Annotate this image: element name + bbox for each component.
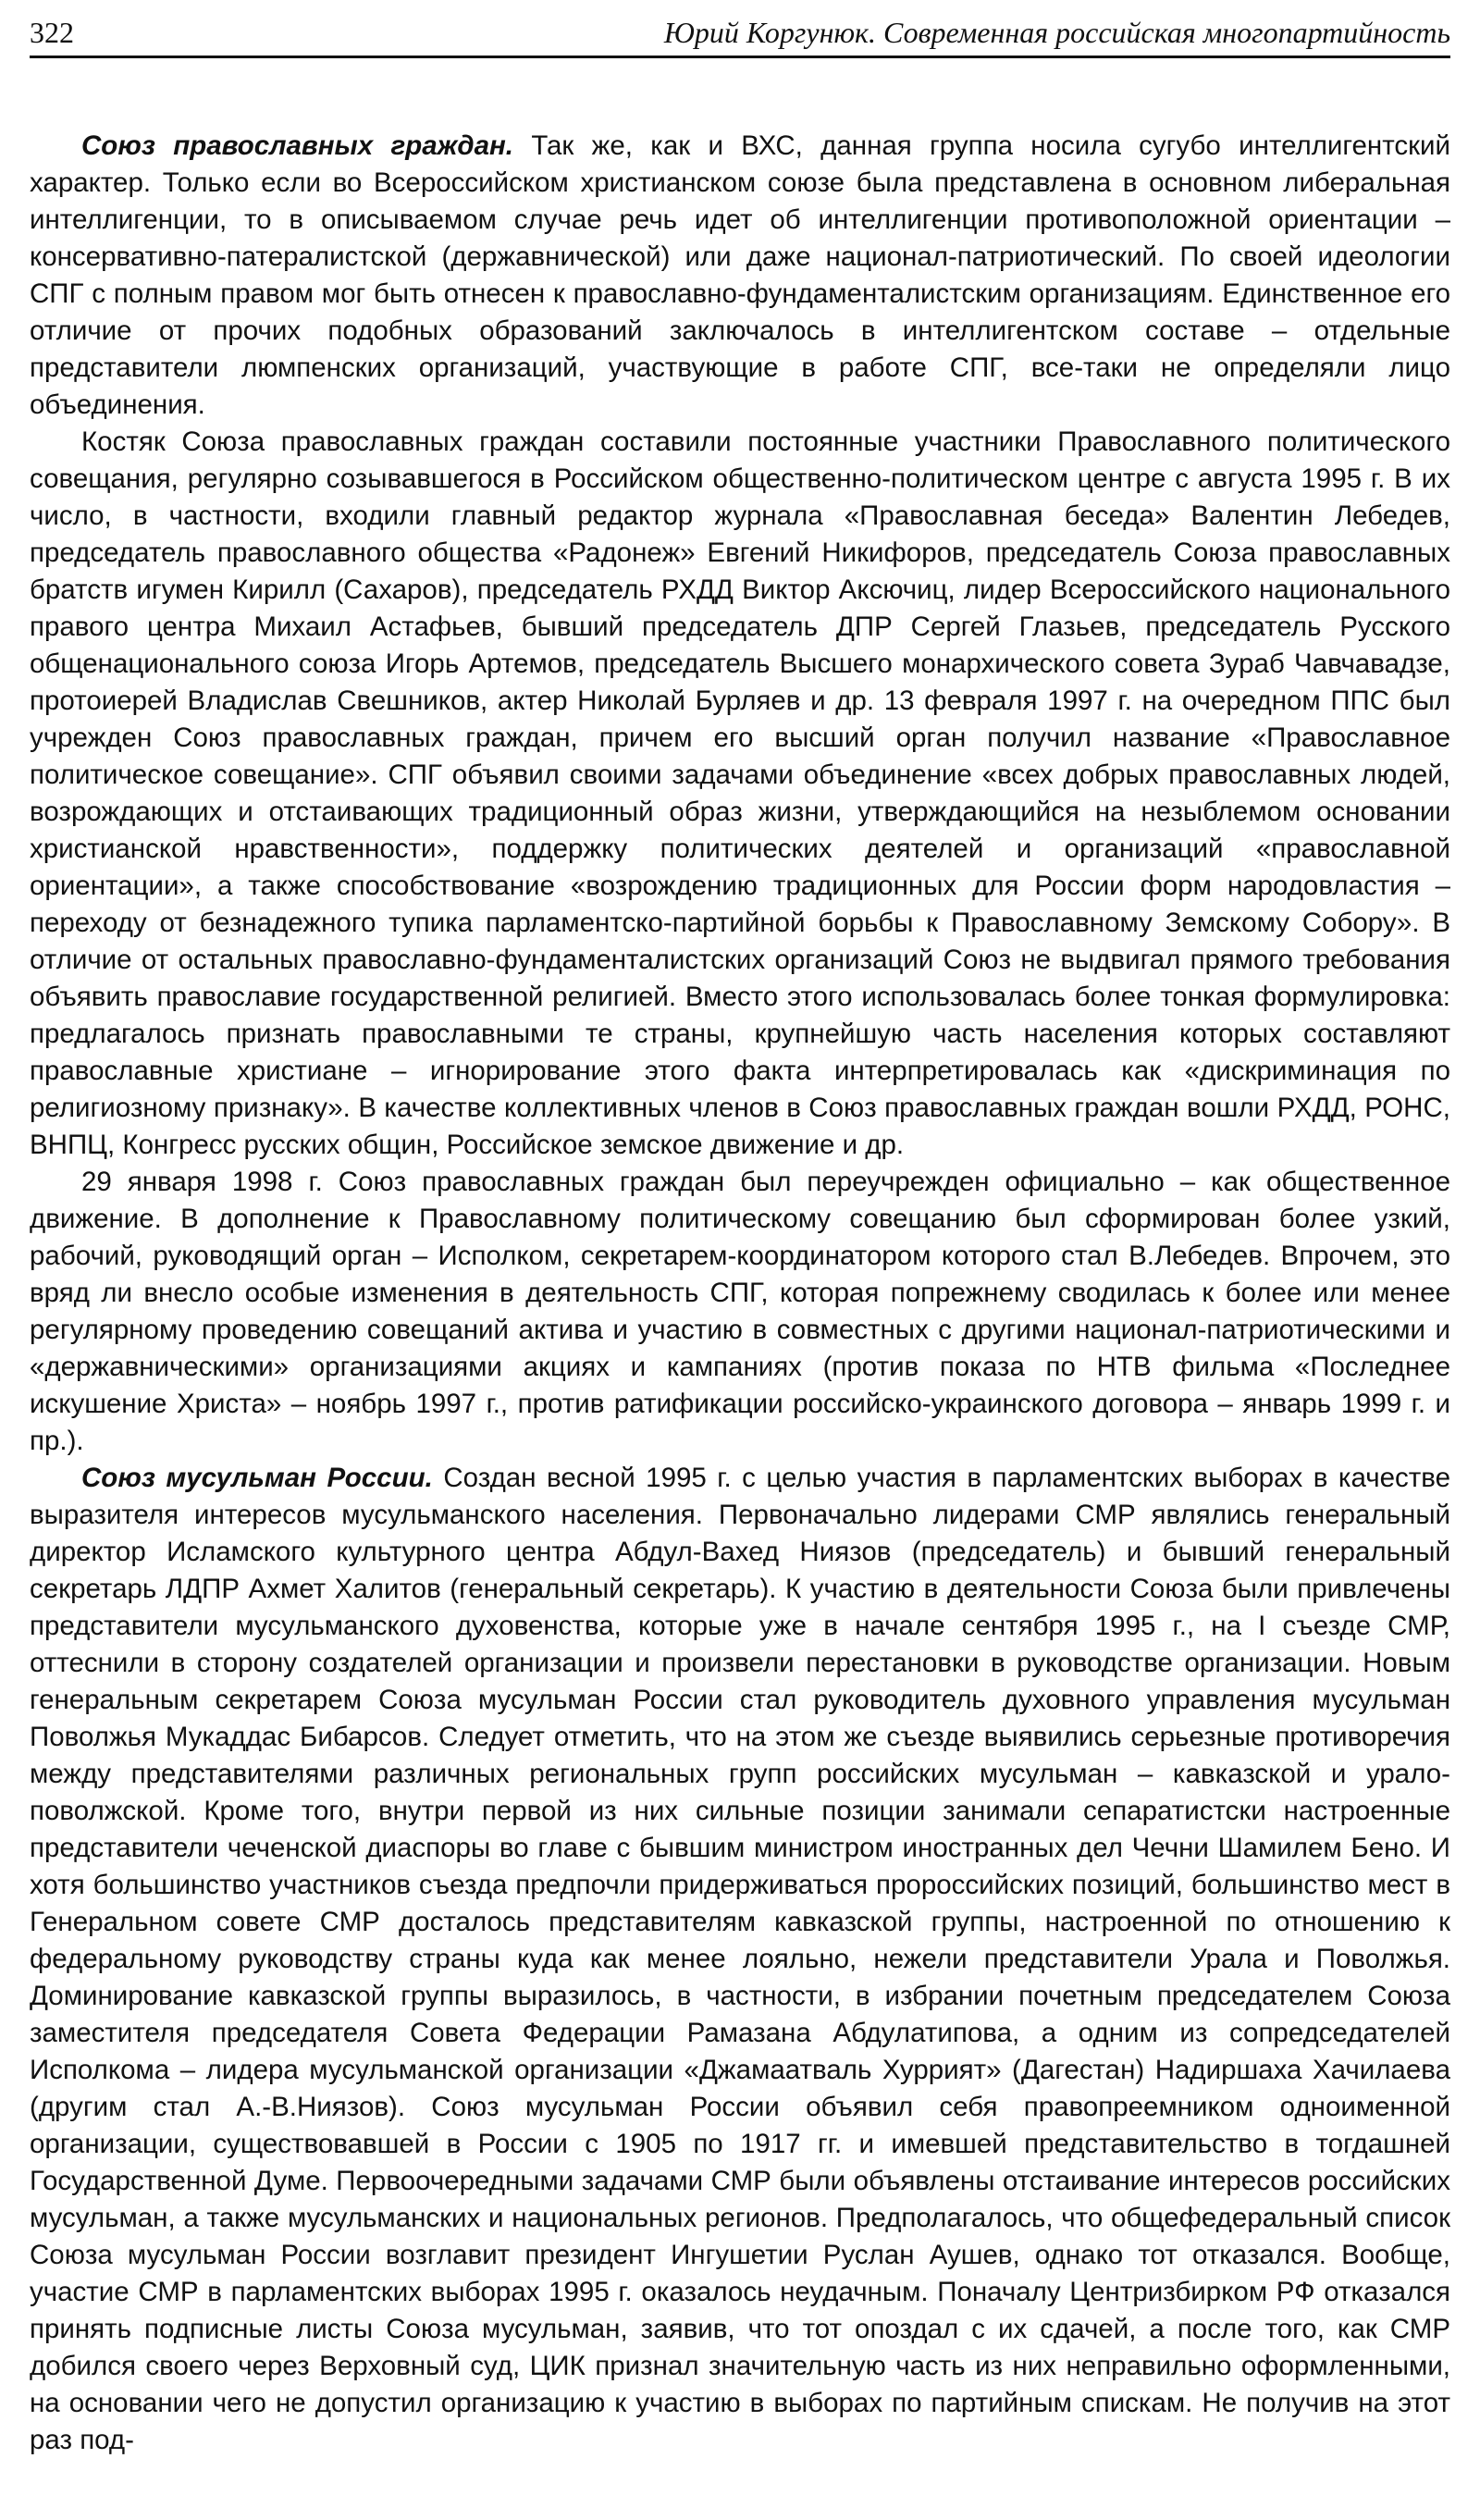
paragraph-text: 29 января 1998 г. Союз православных граждан был переучрежден официально – как общественное движение. В дополнение к Православному политическому совещанию был сформирован более узкий, рабочий, руководящий орган – Исполком, секретарем-координатором которого стал В.Лебедев. Впрочем, это вряд ли внесло особые изменения в деятельность СПГ, которая попрежнему сводилась к более или менее регулярному проведению совещаний актива и участию в совместных с другими национал-патриотическими и «державническими» организациями акциях и кампаниях (против показа по НТВ фильма «Последнее искушение Христа» – ноябрь 1997 г., против ратификации российско-украинского договора – январь 1999 г. и пр.). bbox=[30, 1167, 1450, 1456]
paragraph-text: Так же, как и ВХС, данная группа носила сугубо интеллигентский характер. Только если во Всероссийском христианском союзе была представлена в основном либеральная интеллигенции, то в описываемом случае речь идет об интеллигенции противоположной ориентации – консервативно-патералистской (державнической) или даже национал-патриотический. По своей идеологии СПГ с полным правом мог быть отнесен к православно-фундаменталистским организациям. Единственное его отличие от прочих подобных образований заключалось в интеллигентском составе – отдельные представители люмпенских организаций, участвующие в работе СПГ, все-таки не определяли лицо объединения. bbox=[30, 130, 1450, 420]
paragraph-text: Костяк Союза православных граждан составили постоянные участники Православного политического совещания, регулярно созывавшегося в Российском общественно-политическом центре с августа 1995 г. В их число, в частности, входили главный редактор журнала «Православная беседа» Валентин Лебедев, председатель православного общества «Радонеж» Евгений Никифоров, председатель Союза православных братств игумен Кирилл (Сахаров), председатель РХДД Виктор Аксючиц, лидер Всероссийского национального правого центра Михаил Астафьев, бывший председатель ДПР Сергей Глазьев, председатель Русского общенационального союза Игорь Артемов, председатель Высшего монархического совета Зураб Чавчавадзе, протоиерей Владислав Свешников, актер Николай Бурляев и др. 13 февраля 1997 г. на очередном ППС был учрежден Союз православных граждан, причем его высший орган получил название «Православное политическое совещание». СПГ объявил своими задачами объединение «всех добрых православных людей, возрождающих и отстаивающих традиционный образ жизни, утверждающийся на незыблемом основании христианской нравственности», поддержку политических деятелей и организаций «православной ориентации», а также способствование «возрождению традиционных для России форм народовластия – переходу от безнадежного тупика парламентско-партийной борьбы к Православному Земскому Собору». В отличие от остальных православно-фундаменталистских организаций Союз не выдвигал прямого требования объявить православие государственной религией. Вместо этого использовалась более тонкая формулировка: предлагалось признать православными те страны, крупнейшую часть населения которых составляют православные христиане – игнорирование этого факта интерпретировалась как «дискриминация по религиозному признаку». В качестве коллективных членов в Союз православных граждан вошли РХДД, РОНС, ВНПЦ, Конгресс русских общин, Российское земское движение и др. bbox=[30, 426, 1450, 1160]
page-number: 322 bbox=[30, 16, 74, 49]
paragraph-spg-core bbox=[30, 424, 1450, 1164]
section-heading-smr: Союз мусульман России. bbox=[81, 1463, 433, 1493]
running-head: Юрий Коргунюк. Современная российская многопартийность bbox=[663, 16, 1450, 49]
section-heading-spg: Союз православных граждан. bbox=[81, 130, 514, 161]
paragraph-spg-intro bbox=[30, 128, 1450, 424]
page-header bbox=[30, 9, 1450, 58]
paragraph-text: Создан весной 1995 г. с целью участия в парламентских выборах в качестве выразителя интересов мусульманского населения. Первоначально лидерами СМР являлись генеральный директор Исламского культурного центра Абдул-Вахед Ниязов (председатель) и бывший генеральный секретарь ЛДПР Ахмет Халитов (генеральный секретарь). К участию в деятельности Союза были привлечены представители мусульманского духовенства, которые уже в начале сентября 1995 г., на I съезде СМР, оттеснили в сторону создателей организации и произвели перестановки в руководстве организации. Новым генеральным секретарем Союза мусульман России стал руководитель духовного управления мусульман Поволжья Мукаддас Бибарсов. Следует отметить, что на этом же съезде выявились серьезные противоречия между представителями различных региональных групп российских мусульман – кавказской и урало-поволжской. Кроме того, внутри первой из них сильные позиции занимали сепаратистски настроенные представители чеченской диаспоры во главе с бывшим министром иностранных дел Чечни Шамилем Бено. И хотя большинство участников съезда предпочли придерживаться пророссийских позиций, большинство мест в Генеральном совете СМР досталось представителям кавказской группы, настроенной по отношению к федеральному руководству страны куда как менее лояльно, нежели представители Урала и Поволжья. Доминирование кавказской группы выразилось, в частности, в избрании почетным председателем Союза заместителя председателя Совета Федерации Рамазана Абдулатипова, а одним из сопредседателей Исполкома – лидера мусульманской организации «Джамаатваль Хуррият» (Дагестан) Надиршаха Хачилаева (другим стал А.-В.Ниязов). Союз мусульман России объявил себя правопреемником одноименной организации, существовавшей в России с 1905 по 1917 гг. и имевшей представительство в тогдашней Государственной Думе. Первоочередными задачами СМР были объявлены отстаивание интересов российских мусульман, а также мусульманских и национальных регионов. Предполагалось, что общефедеральный список Союза мусульман России возглавит президент Ингушетии Руслан Аушев, однако тот отказался. Вообще, участие СМР в парламентских выборах 1995 г. оказалось неудачным. Поначалу Центризбирком РФ отказался принять подписные листы Союза мусульман, заявив, что тот опоздал с их сдачей, а после того, как СМР добился своего через Верховный суд, ЦИК признал значительную часть из них неправильно оформленными, на основании чего не допустил организацию к участию в выборах по партийным спискам. Не получив на этот раз под- bbox=[30, 1463, 1450, 2455]
paragraph-spg-1998 bbox=[30, 1164, 1450, 1460]
body-text bbox=[30, 128, 1450, 2459]
paragraph-smr bbox=[30, 1460, 1450, 2459]
